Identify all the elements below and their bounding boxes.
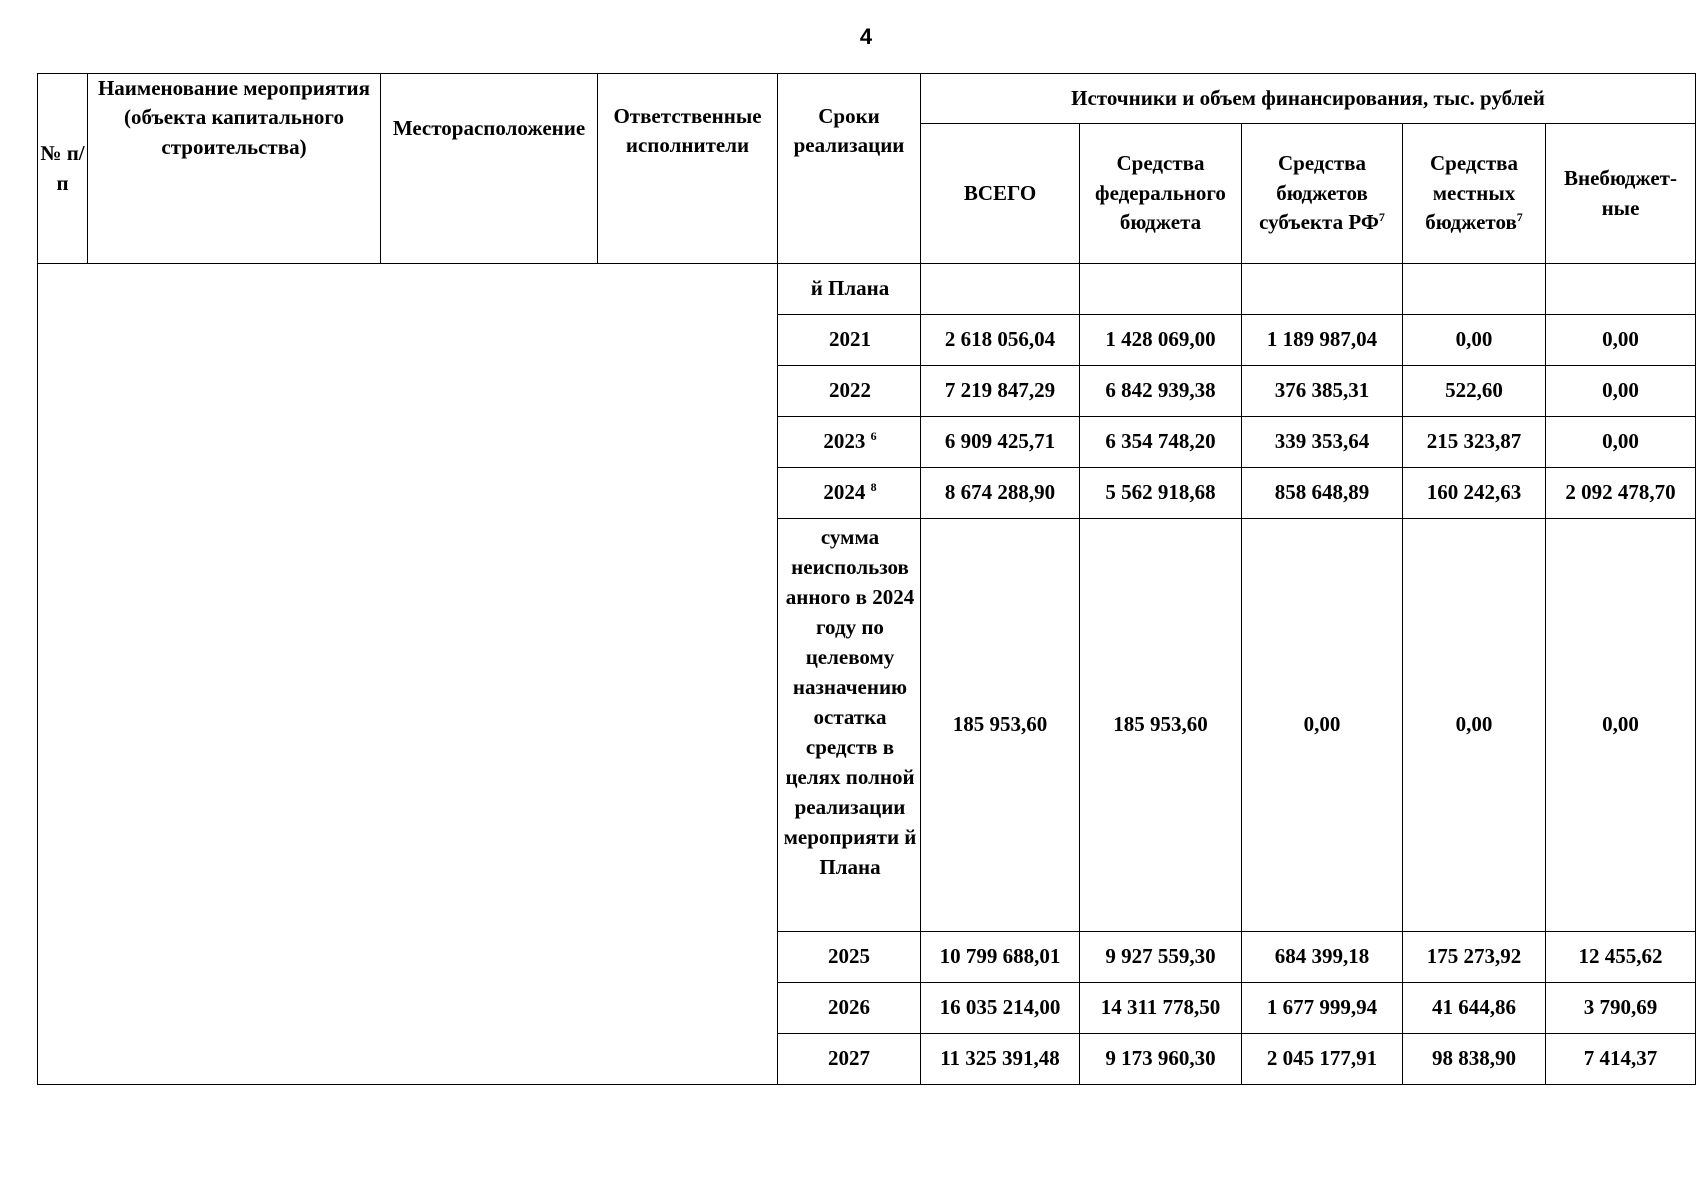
period-cell: [778, 468, 921, 519]
total-cell: 16 035 214,00: [921, 983, 1080, 1034]
header-num: № п/п: [38, 74, 88, 264]
header-local-footnote: 7: [1516, 210, 1523, 225]
federal-cell: [1080, 264, 1242, 315]
federal-cell: 1 428 069,00: [1080, 315, 1242, 366]
period-cell: 2025: [778, 932, 921, 983]
financing-table: [37, 73, 1696, 1085]
header-subject-footnote: 7: [1378, 210, 1385, 225]
period-footnote: 8: [870, 480, 877, 495]
local-cell: 0,00: [1403, 519, 1546, 932]
federal-cell: 185 953,60: [1080, 519, 1242, 932]
offbudget-cell: [1546, 264, 1696, 315]
total-cell: 7 219 847,29: [921, 366, 1080, 417]
local-cell: 215 323,87: [1403, 417, 1546, 468]
header-period: Сроки реализации: [778, 74, 921, 264]
subject-cell: 858 648,89: [1242, 468, 1403, 519]
federal-cell: 9 927 559,30: [1080, 932, 1242, 983]
offbudget-cell: 0,00: [1546, 315, 1696, 366]
offbudget-cell: 0,00: [1546, 519, 1696, 932]
offbudget-cell: 3 790,69: [1546, 983, 1696, 1034]
subject-cell: 0,00: [1242, 519, 1403, 932]
total-cell: 8 674 288,90: [921, 468, 1080, 519]
period-footnote: 6: [870, 429, 877, 444]
subject-cell: 1 677 999,94: [1242, 983, 1403, 1034]
header-sources: Источники и объем финансирования, тыс. рублей: [921, 74, 1696, 124]
header-name: Наименование мероприятия (объекта капитального строительства): [88, 74, 381, 264]
federal-cell: 5 562 918,68: [1080, 468, 1242, 519]
period-cell: 2022: [778, 366, 921, 417]
offbudget-cell: 0,00: [1546, 417, 1696, 468]
federal-cell: 6 842 939,38: [1080, 366, 1242, 417]
table-row: [38, 264, 1696, 315]
local-cell: [1403, 264, 1546, 315]
header-subject-label: Средства бюджетов субъекта РФ: [1259, 151, 1379, 235]
subject-cell: 339 353,64: [1242, 417, 1403, 468]
total-cell: [921, 264, 1080, 315]
header-local: [1403, 124, 1546, 264]
subject-cell: 1 189 987,04: [1242, 315, 1403, 366]
offbudget-cell: 2 092 478,70: [1546, 468, 1696, 519]
header-responsible: Ответственные исполнители: [598, 74, 778, 264]
page-number: 4: [859, 24, 873, 49]
offbudget-cell: 12 455,62: [1546, 932, 1696, 983]
period-cell: [778, 417, 921, 468]
subject-cell: [1242, 264, 1403, 315]
header-location: Месторасположение: [381, 74, 598, 264]
period-cell: й Плана: [778, 264, 921, 315]
header-local-label: Средства местных бюджетов: [1425, 151, 1518, 235]
period-cell: сумма неиспользов анного в 2024 году по целевому назначению остатка средств в целях полной реализации мероприяти й Плана: [778, 519, 921, 932]
subject-cell: 376 385,31: [1242, 366, 1403, 417]
total-cell: 6 909 425,71: [921, 417, 1080, 468]
total-cell: 10 799 688,01: [921, 932, 1080, 983]
header-subject: [1242, 124, 1403, 264]
period-cell: 2021: [778, 315, 921, 366]
merged-empty-cell: [38, 264, 778, 1085]
federal-cell: 9 173 960,30: [1080, 1034, 1242, 1085]
offbudget-cell: 7 414,37: [1546, 1034, 1696, 1085]
federal-cell: 6 354 748,20: [1080, 417, 1242, 468]
header-federal: Средства федерального бюджета: [1080, 124, 1242, 264]
total-cell: 185 953,60: [921, 519, 1080, 932]
header-offbudget: Внебюджет-ные: [1546, 124, 1696, 264]
local-cell: 175 273,92: [1403, 932, 1546, 983]
total-cell: 2 618 056,04: [921, 315, 1080, 366]
offbudget-cell: 0,00: [1546, 366, 1696, 417]
header-total: ВСЕГО: [921, 124, 1080, 264]
local-cell: 41 644,86: [1403, 983, 1546, 1034]
local-cell: 98 838,90: [1403, 1034, 1546, 1085]
local-cell: 160 242,63: [1403, 468, 1546, 519]
subject-cell: 2 045 177,91: [1242, 1034, 1403, 1085]
local-cell: 522,60: [1403, 366, 1546, 417]
federal-cell: 14 311 778,50: [1080, 983, 1242, 1034]
total-cell: 11 325 391,48: [921, 1034, 1080, 1085]
period-label: 2024: [823, 480, 866, 505]
period-cell: 2027: [778, 1034, 921, 1085]
subject-cell: 684 399,18: [1242, 932, 1403, 983]
period-cell: 2026: [778, 983, 921, 1034]
period-label: 2023: [823, 429, 866, 454]
local-cell: 0,00: [1403, 315, 1546, 366]
